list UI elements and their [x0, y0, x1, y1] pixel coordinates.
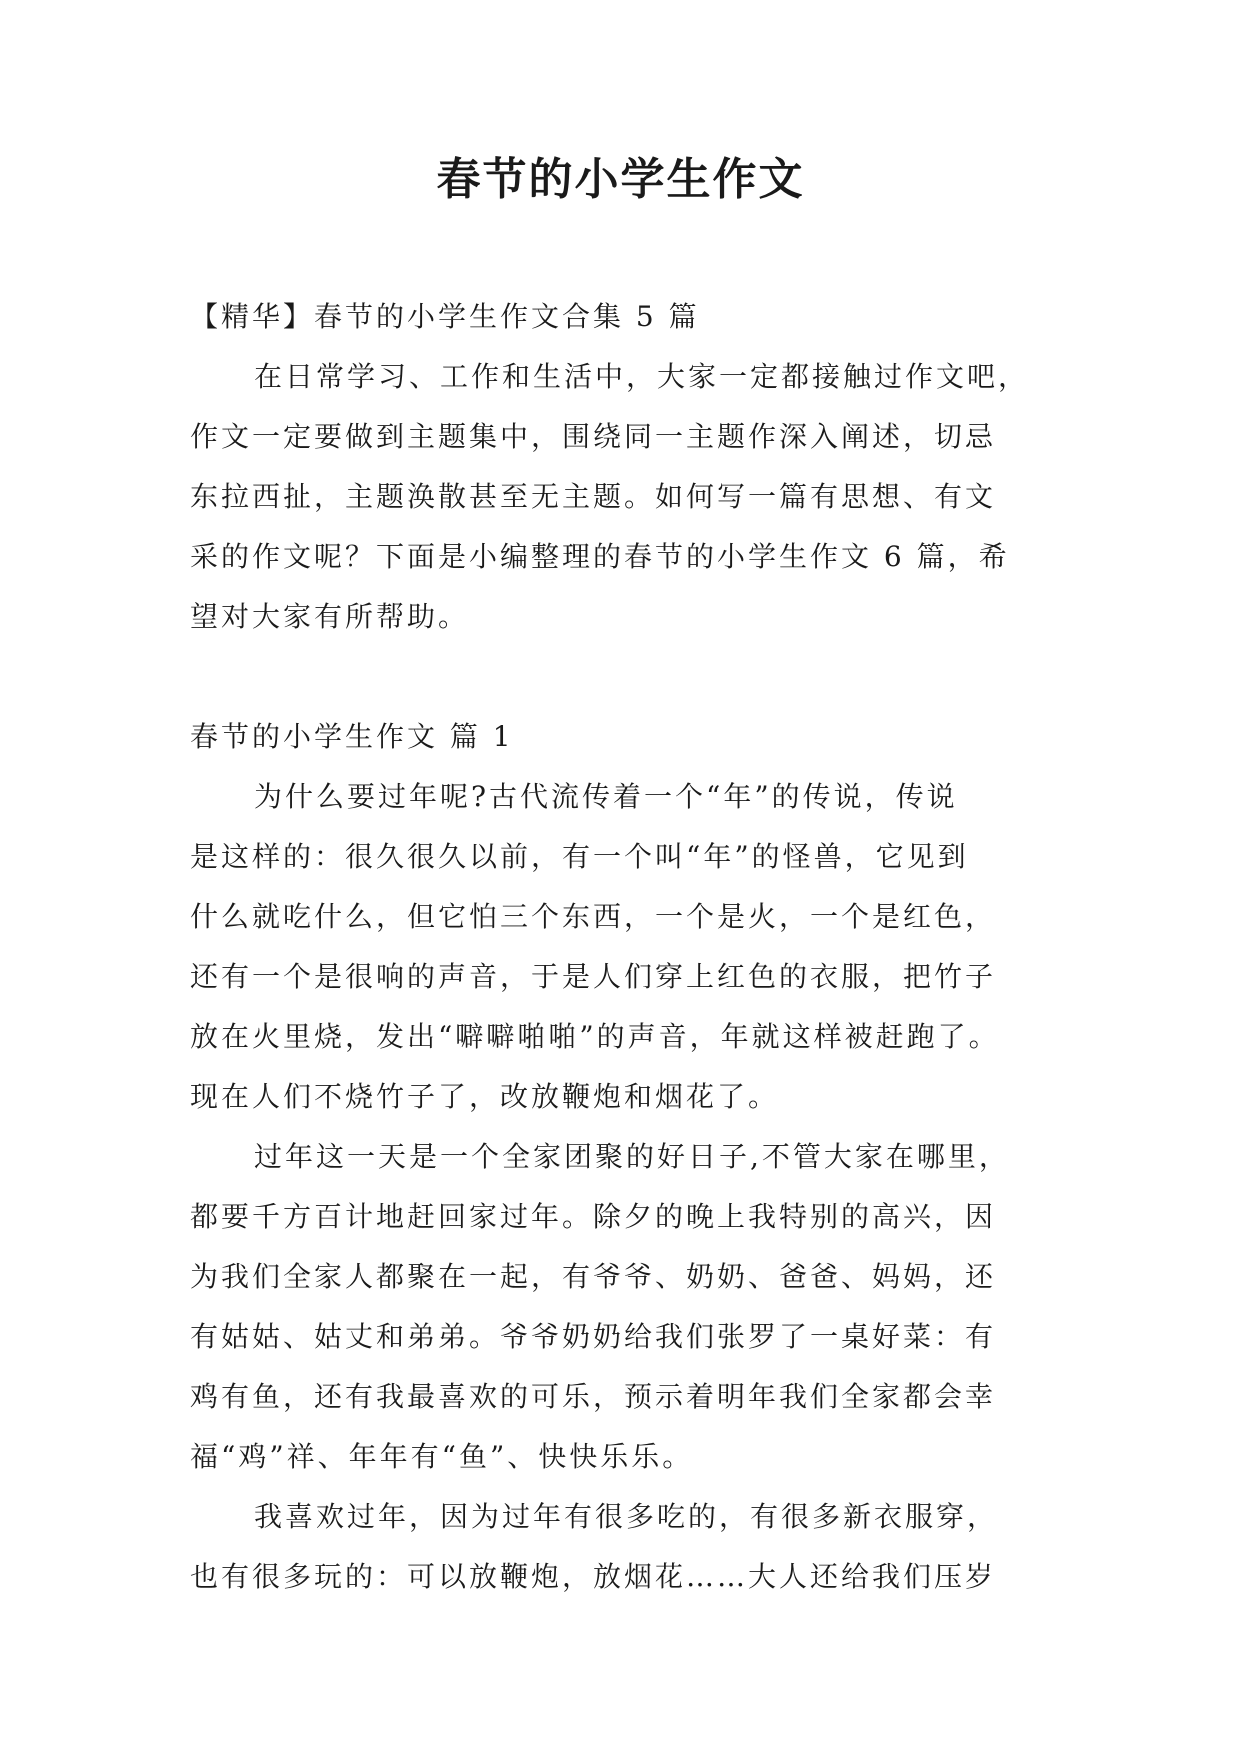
paragraph-line: 是这样的：很久很久以前，有一个叫“年”的怪兽，它见到: [190, 840, 969, 873]
intro-line: 采的作文呢？下面是小编整理的春节的小学生作文 6 篇，希: [190, 540, 1010, 573]
essay-heading: 春节的小学生作文 篇 1: [190, 720, 514, 753]
paragraph-line: 过年这一天是一个全家团聚的好日子,不管大家在哪里，: [254, 1140, 1010, 1173]
paragraph-line: 鸡有鱼，还有我最喜欢的可乐，预示着明年我们全家都会幸: [190, 1380, 997, 1413]
paragraph-line: 都要千方百计地赶回家过年。除夕的晚上我特别的高兴，因: [190, 1200, 997, 1233]
essay-paragraph-2: [190, 1127, 1060, 1487]
paragraph-line: 也有很多玩的：可以放鞭炮，放烟花……大人还给我们压岁: [190, 1560, 997, 1593]
paragraph-line: 放在火里烧，发出“噼噼啪啪”的声音，年就这样被赶跑了。: [190, 1020, 1000, 1053]
intro-line: 望对大家有所帮助。: [190, 600, 470, 633]
paragraph-line: 福“鸡”祥、年年有“鱼”、快快乐乐。: [190, 1440, 694, 1473]
paragraph-line: 有姑姑、姑丈和弟弟。爷爷奶奶给我们张罗了一桌好菜：有: [190, 1320, 997, 1353]
paragraph-line: 现在人们不烧竹子了，改放鞭炮和烟花了。: [190, 1080, 780, 1113]
document-subtitle: 【精华】春节的小学生作文合集 5 篇: [190, 300, 700, 333]
intro-line: 在日常学习、工作和生活中，大家一定都接触过作文吧，: [254, 360, 1030, 393]
essay-paragraph-1: [190, 767, 1060, 1127]
section-spacer: [190, 647, 1060, 707]
paragraph-line: 为我们全家人都聚在一起，有爷爷、奶奶、爸爸、妈妈，还: [190, 1260, 997, 1293]
document-title: 春节的小学生作文: [436, 154, 805, 205]
paragraph-line: 还有一个是很响的声音，于是人们穿上红色的衣服，把竹子: [190, 960, 997, 993]
document-body: [190, 287, 1060, 1607]
intro-line: 东拉西扯，主题涣散甚至无主题。如何写一篇有思想、有文: [190, 480, 997, 513]
intro-line: 作文一定要做到主题集中，围绕同一主题作深入阐述，切忌: [190, 420, 997, 453]
paragraph-line: 什么就吃什么，但它怕三个东西，一个是火，一个是红色，: [190, 900, 997, 933]
paragraph-line: 为什么要过年呢?古代流传着一个“年”的传说，传说: [254, 780, 958, 813]
paragraph-line: 我喜欢过年，因为过年有很多吃的，有很多新衣服穿，: [254, 1500, 999, 1533]
essay-paragraph-3: [190, 1487, 1060, 1607]
intro-paragraph: [190, 347, 1060, 647]
